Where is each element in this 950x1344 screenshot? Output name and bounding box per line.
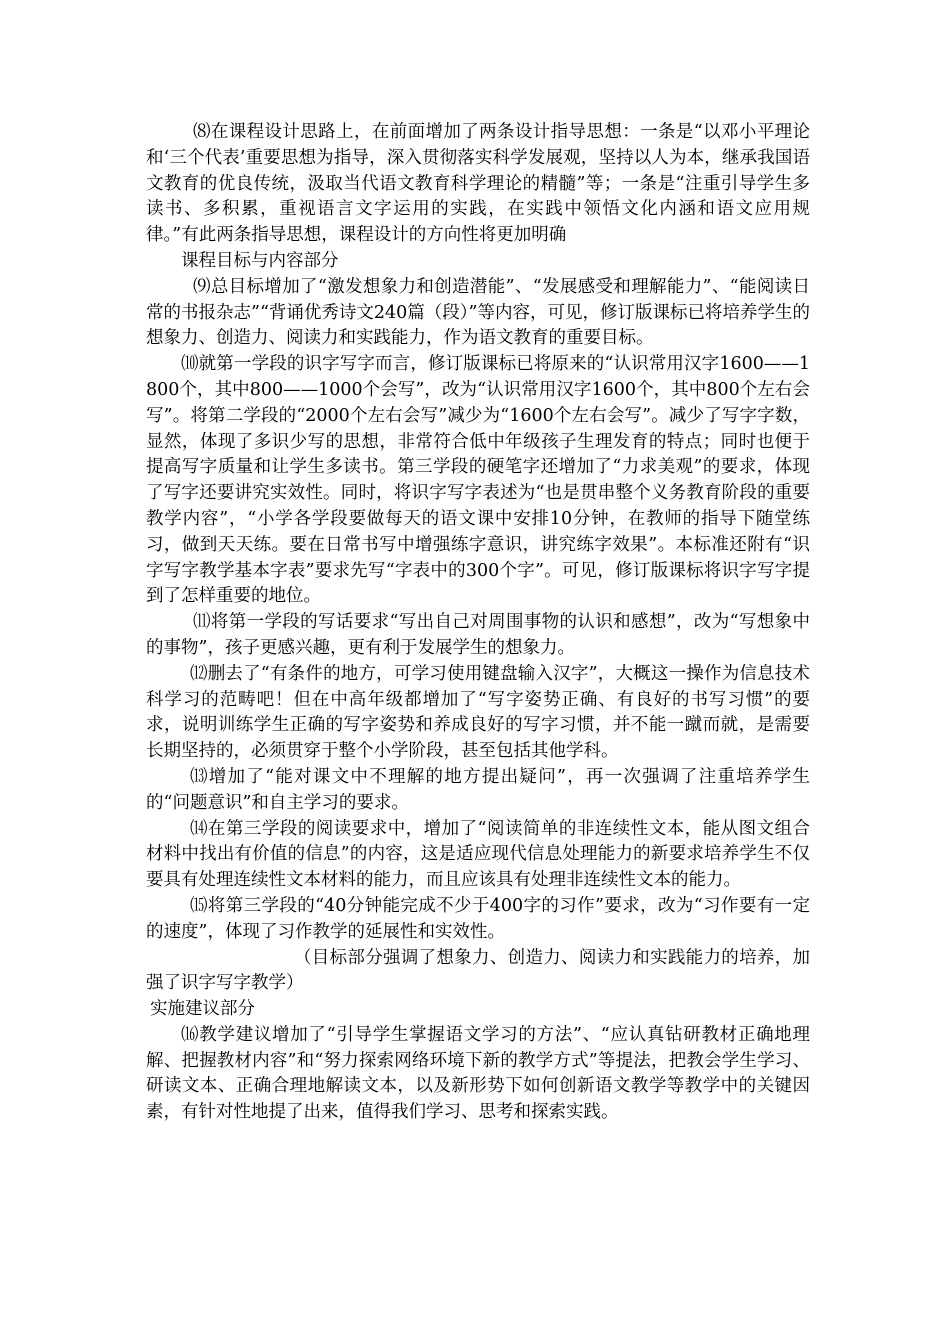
- paragraph-16: ⒃教学建议增加了“引导学生掌握语文学习的方法”、“应认真钻研教材正确地理解、把握教材内容”和“努力探索网络环境下新的教学方式”等提法，把教会学生学习、研读文本、正确合理地解读文本，以及新形势下如何创新语文教学等教学中的关键因素，有针对性地提了出来，值得我们学习、思考和探索实践。: [146, 1024, 810, 1123]
- section-heading-goals-content: 课程目标与内容部分: [181, 250, 339, 271]
- paragraph-13: ⒀增加了“能对课文中不理解的地方提出疑问”，再一次强调了注重培养学生的“问题意识”和自主学习的要求。: [146, 766, 810, 813]
- goals-summary-note: （目标部分强调了想象力、创造力、阅读力和实践能力的培养，加强了识字写字教学）: [146, 947, 810, 994]
- paragraph-9: ⑼总目标增加了“激发想象力和创造潜能”、“发展感受和理解能力”、“能阅读日常的书报杂志”“背诵优秀诗文240篇（段）”等内容，可见，修订版课标已将培养学生的想象力、创造力、阅读力和实践能力，作为语文教育的重要目标。: [146, 276, 810, 349]
- paragraph-12: ⑿删去了“有条件的地方，可学习使用键盘输入汉字”，大概这一操作为信息技术科学习的范畴吧！但在中高年级都增加了“写字姿势正确、有良好的书写习惯”的要求，说明训练学生正确的写字姿势和养成良好的写字习惯，并不能一蹴而就，是需要长期坚持的，必须贯穿于整个小学阶段，甚至包括其他学科。: [146, 663, 810, 762]
- paragraph-10: ⑽就第一学段的识字写字而言，修订版课标已将原来的“认识常用汉字1600——1800个，其中800——1000个会写”，改为“认识常用汉字1600个，其中800个左右会写”。将第二学段的“2000个左右会写”减少为“1600个左右会写”。减少了写字字数，显然，体现了多识少写的思想，非常符合低中年级孩子生理发育的特点；同时也便于提高写字质量和让学生多读书。第三学段的硬笔字还增加了“力求美观”的要求，体现了写字还要讲究实效性。同时，将识字写字表述为“也是贯串整个义务教育阶段的重要教学内容”，“小学各学段要做每天的语文课中安排10分钟，在教师的指导下随堂练习，做到天天练。要在日常书写中增强练字意识，讲究练字效果”。本标准还附有“识字写字教学基本字表”要求先写“字表中的300个字”。可见，修订版课标将识字写字提到了怎样重要的地位。: [146, 354, 810, 607]
- paragraph-14: ⒁在第三学段的阅读要求中，增加了“阅读简单的非连续性文本，能从图文组合材料中找出有价值的信息”的内容，这是适应现代信息处理能力的新要求培养学生不仅要具有处理连续性文本材料的能力，而且应该具有处理非连续性文本的能力。: [146, 818, 810, 891]
- paragraph-11: ⑾将第一学段的写话要求“写出自己对周围事物的认识和感想”，改为“写想象中的事物”，孩子更感兴趣，更有利于发展学生的想象力。: [146, 612, 810, 658]
- paragraph-8: ⑻在课程设计思路上，在前面增加了两条设计指导思想：一条是“以邓小平理论和‘三个代表’重要思想为指导，深入贯彻落实科学发展观，坚持以人为本，继承我国语文教育的优良传统，汲取当代语文教育科学理论的精髓”等；一条是“注重引导学生多读书、多积累，重视语言文字运用的实践，在实践中领悟文化内涵和语文应用规律。”有此两条指导思想，课程设计的方向性将更加明确: [146, 122, 810, 246]
- section-heading-implementation: 实施建议部分: [150, 999, 255, 1020]
- document-body: [146, 120, 810, 1126]
- paragraph-15: ⒂将第三学段的“40分钟能完成不少于400字的习作”要求，改为“习作要有一定的速度”，体现了习作教学的延展性和实效性。: [146, 895, 810, 942]
